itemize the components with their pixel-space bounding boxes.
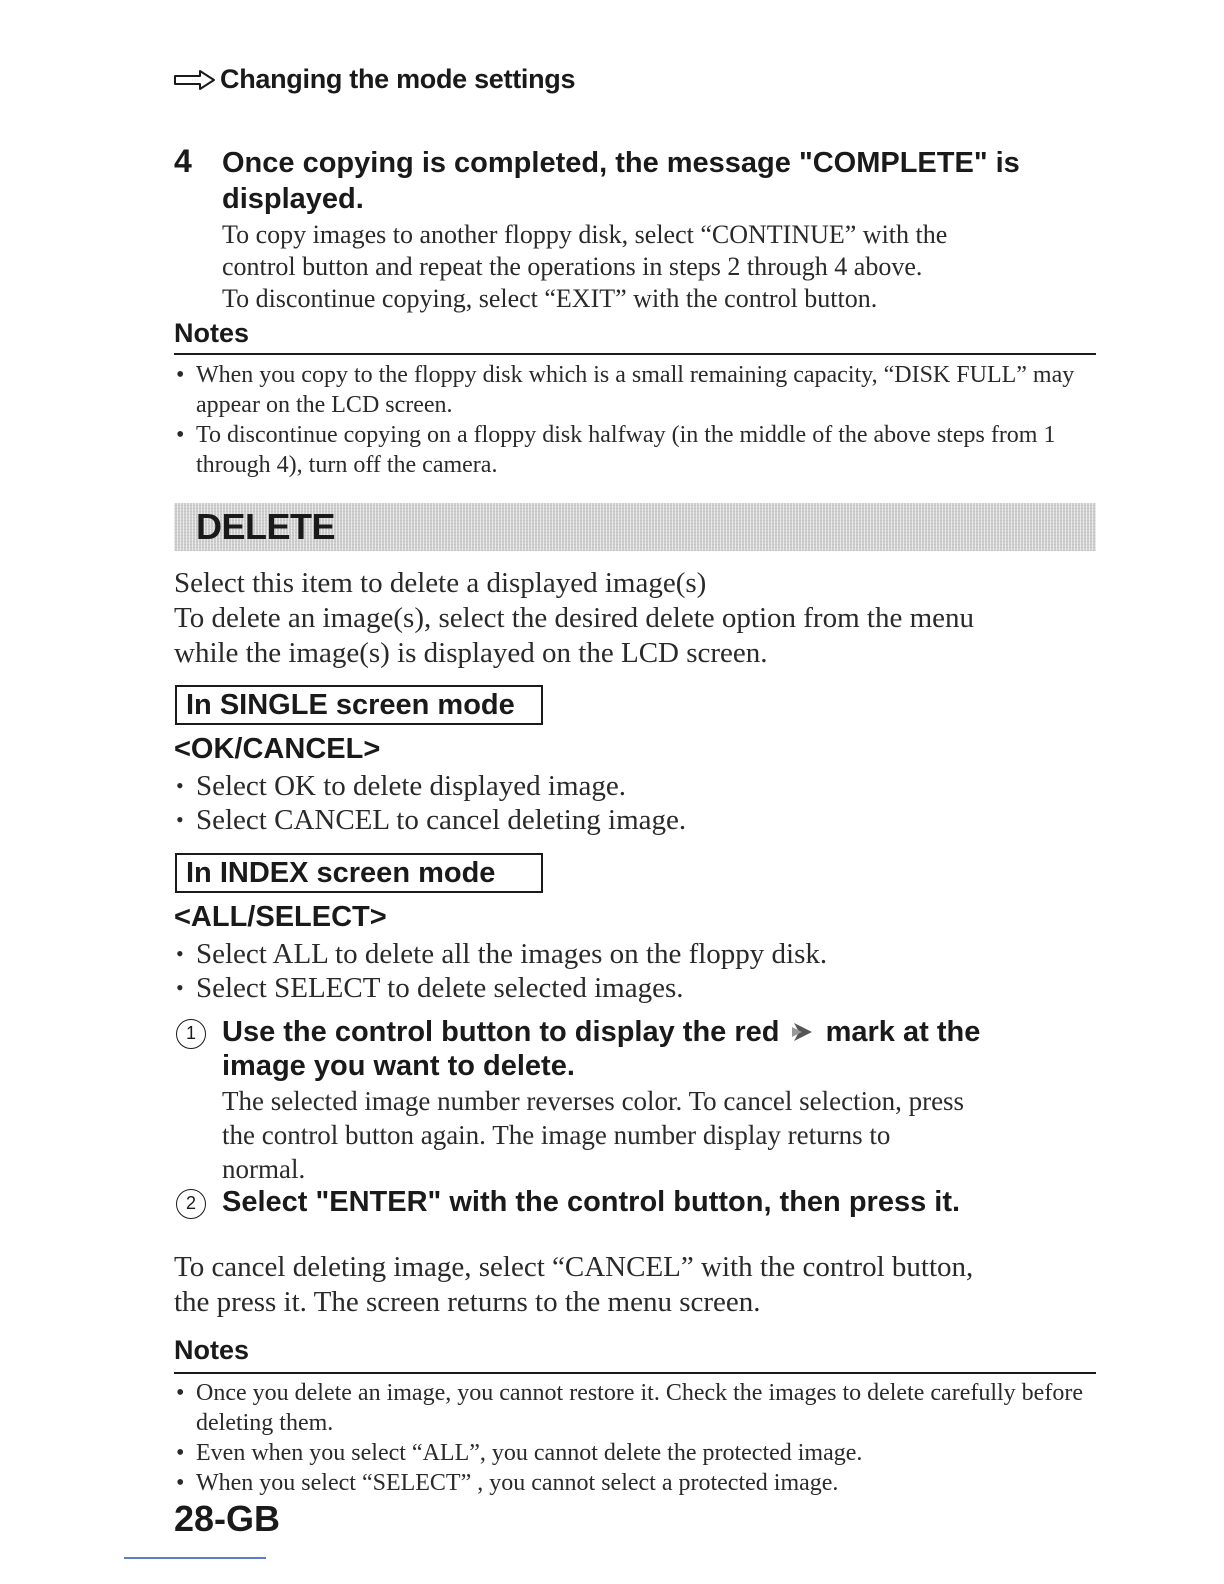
note-item: • Once you delete an image, you cannot restore it. Check the images to delete carefully before deleting them. (174, 1378, 1096, 1438)
substep-1-title (222, 1015, 1102, 1049)
bullet-item: • Select OK to delete displayed image. (174, 769, 1074, 803)
all-select-heading: <ALL/SELECT> (174, 901, 387, 933)
ok-cancel-heading: <OK/CANCEL> (174, 733, 381, 765)
notes-heading: Notes (174, 1335, 250, 1365)
bullet-item: • Select ALL to delete all the images on the floppy disk. (174, 937, 1074, 971)
step-marker-1: 1 (176, 1019, 206, 1049)
intro-line: To delete an image(s), select the desired delete option from the menu (174, 602, 975, 634)
cancel-text (174, 1250, 1104, 1320)
step-title: Once copying is completed, the message "COMPLETE" is displayed. (222, 147, 1020, 215)
step-number: 4 (174, 143, 192, 179)
cancel-line: To cancel deleting image, select “CANCEL” with the control button, (174, 1251, 974, 1283)
substep-body-line: The selected image number reverses color. To cancel selection, press (222, 1086, 965, 1116)
substep-1-body (222, 1084, 1102, 1186)
note-item: • When you copy to the floppy disk which is a small remaining capacity, “DISK FULL” may appear on the LCD screen. (174, 360, 1096, 420)
step-body-line: To discontinue copying, select “EXIT” with the control button. (222, 284, 878, 313)
step-body-line: control button and repeat the operations in steps 2 through 4 above. (222, 252, 923, 281)
banner-title: DELETE (196, 506, 336, 547)
single-mode-label: In SINGLE screen mode (186, 689, 515, 721)
step-marker-2: 2 (176, 1189, 206, 1219)
substep-1-title-line2: image you want to delete. (222, 1050, 575, 1082)
index-mode-box (175, 853, 543, 893)
substep-body-line: the control button again. The image number display returns to (222, 1120, 891, 1150)
substep-body-line: normal. (222, 1154, 306, 1184)
notes-list (174, 360, 1096, 480)
note-item: • To discontinue copying on a floppy disk halfway (in the middle of the above steps from 1 through 4), turn off the camera. (174, 420, 1096, 480)
notes-divider (174, 1372, 1096, 1374)
index-mode-bullets (174, 937, 1074, 1005)
single-mode-bullets (174, 769, 1074, 837)
section-header (174, 64, 575, 95)
step-body (222, 219, 1102, 315)
delete-intro (174, 566, 1104, 671)
substep-2-title: Select "ENTER" with the control button, then press it. (222, 1186, 961, 1218)
notes-list (174, 1378, 1096, 1498)
intro-line: while the image(s) is displayed on the LCD screen. (174, 637, 768, 669)
footer-divider (124, 1557, 266, 1559)
section-title: Changing the mode settings (220, 64, 576, 94)
step-body-line: To copy images to another floppy disk, select “CONTINUE” with the (222, 220, 948, 249)
cancel-line: the press it. The screen returns to the menu screen. (174, 1286, 761, 1318)
index-mode-label: In INDEX screen mode (186, 857, 496, 889)
section-banner (174, 503, 1096, 551)
note-item: • When you select “SELECT” , you cannot select a protected image. (174, 1468, 1096, 1498)
arrow-right-icon (174, 69, 216, 91)
bullet-item: • Select CANCEL to cancel deleting image. (174, 803, 1074, 837)
single-mode-box (175, 685, 543, 725)
bullet-item: • Select SELECT to delete selected images. (174, 971, 1074, 1005)
notes-divider (174, 353, 1096, 355)
substep-1-title-part: mark at the (825, 1016, 981, 1048)
notes-heading: Notes (174, 318, 250, 348)
page-number: 28-GB (174, 1498, 281, 1539)
red-mark-icon (790, 1021, 816, 1043)
substep-1-title-part: Use the control button to display the red (222, 1016, 780, 1048)
note-item: • Even when you select “ALL”, you cannot delete the protected image. (174, 1438, 1096, 1468)
intro-line: Select this item to delete a displayed image(s) (174, 567, 707, 599)
